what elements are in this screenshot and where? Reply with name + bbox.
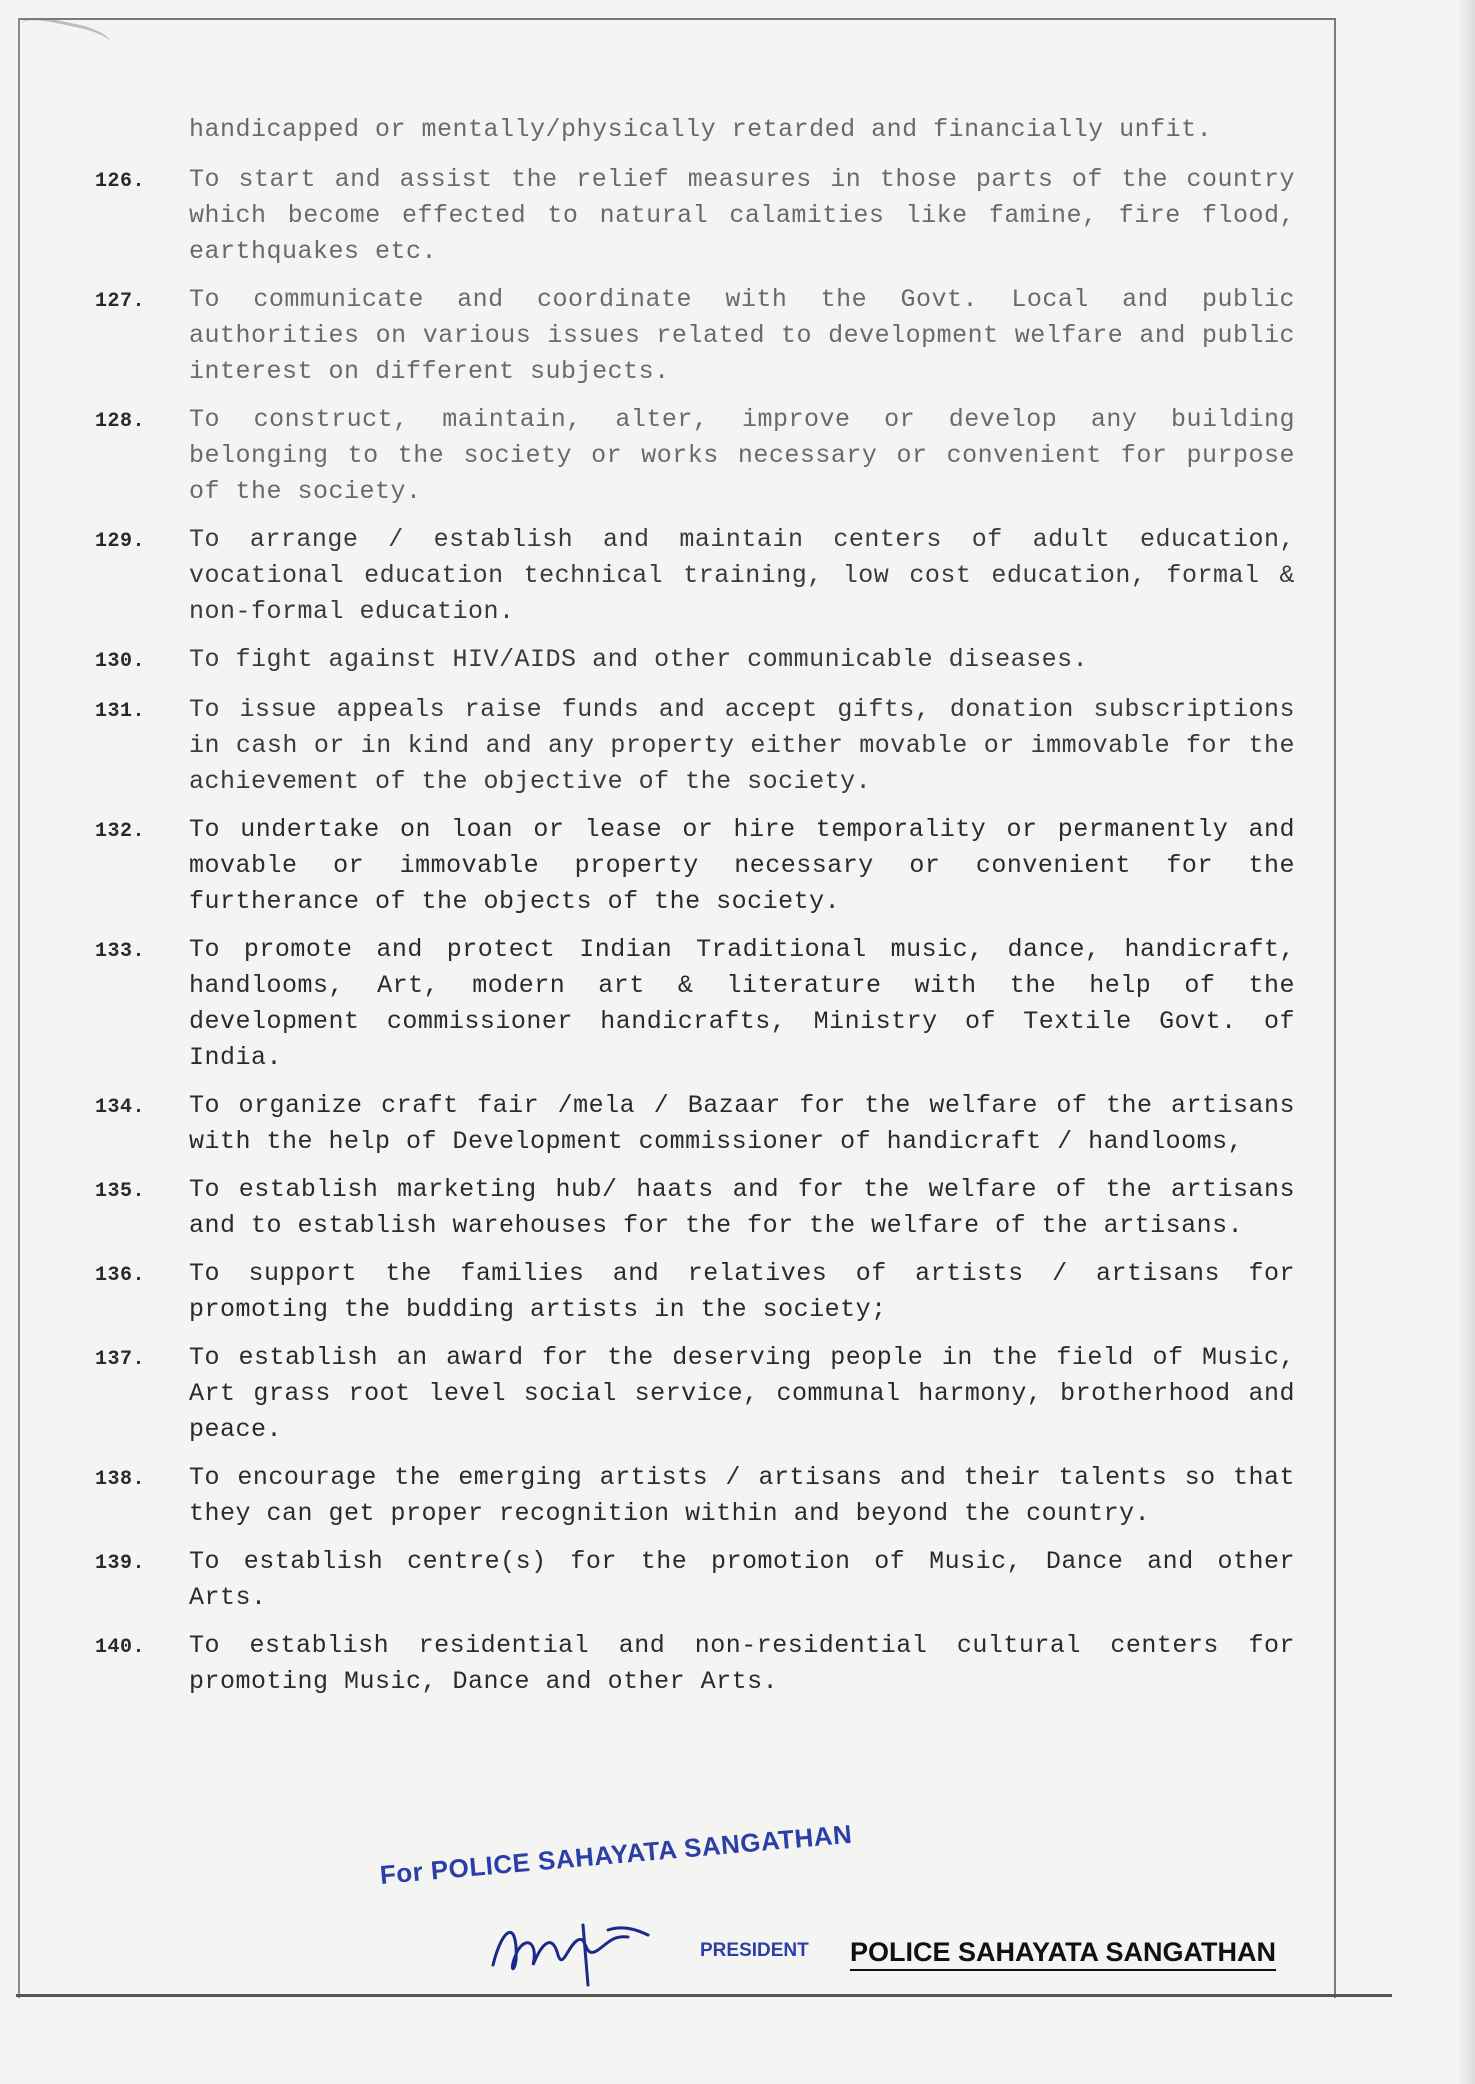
page-edge-shadow bbox=[1457, 0, 1475, 2084]
item-text: To promote and protect Indian Traditional music, dance, handicraft, handlooms, Art, modern art & literature with the help of the development commissioner handicrafts, Ministry of Textile Govt. of India. bbox=[189, 935, 1295, 1072]
list-item-129 bbox=[95, 522, 1295, 630]
item-text: To establish centre(s) for the promotion of Music, Dance and other Arts. bbox=[189, 1547, 1295, 1612]
list-item-138 bbox=[95, 1460, 1295, 1532]
list-item-140 bbox=[95, 1628, 1295, 1700]
item-text: To fight against HIV/AIDS and other communicable diseases. bbox=[189, 645, 1089, 674]
item-text: To support the families and relatives of artists / artisans for promoting the budding artists in the society; bbox=[189, 1259, 1295, 1324]
list-item-135 bbox=[95, 1172, 1295, 1244]
list-item-136 bbox=[95, 1256, 1295, 1328]
item-text: To communicate and coordinate with the Govt. Local and public authorities on various issues related to development welfare and public interest on different subjects. bbox=[189, 285, 1295, 386]
list-item-132 bbox=[95, 812, 1295, 920]
list-item-137 bbox=[95, 1340, 1295, 1448]
president-label: PRESIDENT bbox=[700, 1940, 809, 1961]
item-number: 132. bbox=[95, 820, 146, 843]
item-number: 129. bbox=[95, 530, 146, 553]
continuation-text: handicapped or mentally/physically retarded and financially unfit. bbox=[189, 115, 1213, 144]
item-text: To arrange / establish and maintain centers of adult education, vocational education technical training, low cost education, formal & non-formal education. bbox=[189, 525, 1295, 626]
item-text: To construct, maintain, alter, improve or develop any building belonging to the society or works necessary or convenient for purpose of the society. bbox=[189, 405, 1295, 506]
list-item-126 bbox=[95, 162, 1295, 270]
list-item-133 bbox=[95, 932, 1295, 1076]
item-number: 130. bbox=[95, 650, 146, 673]
item-number: 126. bbox=[95, 170, 146, 193]
item-number: 136. bbox=[95, 1264, 146, 1287]
item-text: To establish residential and non-residential cultural centers for promoting Music, Dance and other Arts. bbox=[189, 1631, 1295, 1696]
item-text: To encourage the emerging artists / artisans and their talents so that they can get proper recognition within and beyond the country. bbox=[189, 1463, 1295, 1528]
item-number: 128. bbox=[95, 410, 146, 433]
item-number: 138. bbox=[95, 1468, 146, 1491]
item-number: 133. bbox=[95, 940, 146, 963]
list-item-127 bbox=[95, 282, 1295, 390]
item-number: 131. bbox=[95, 700, 146, 723]
item-number: 135. bbox=[95, 1180, 146, 1203]
item-text: To establish an award for the deserving people in the field of Music, Art grass root level social service, communal harmony, brotherhood and peace. bbox=[189, 1343, 1295, 1444]
list-item-131 bbox=[95, 692, 1295, 800]
item-text: To establish marketing hub/ haats and for the welfare of the artisans and to establish warehouses for the for the welfare of the artisans. bbox=[189, 1175, 1295, 1240]
item-text: To organize craft fair /mela / Bazaar for the welfare of the artisans with the help of Development commissioner of handicraft / handlooms, bbox=[189, 1091, 1295, 1156]
item-text: To undertake on loan or lease or hire temporality or permanently and movable or immovable property necessary or convenient for the furtherance of the objects of the society. bbox=[189, 815, 1295, 916]
list-item-130 bbox=[95, 642, 1295, 680]
item-number: 134. bbox=[95, 1096, 146, 1119]
item-number: 127. bbox=[95, 290, 146, 313]
item-number: 140. bbox=[95, 1636, 146, 1659]
document-body bbox=[95, 112, 1295, 1712]
item-number: 137. bbox=[95, 1348, 146, 1371]
stamp-for-line: For POLICE SAHAYATA SANGATHAN bbox=[378, 1818, 854, 1890]
list-item-139 bbox=[95, 1544, 1295, 1616]
list-item-128 bbox=[95, 402, 1295, 510]
item-text: To issue appeals raise funds and accept gifts, donation subscriptions in cash or in kind and any property either movable or immovable for the achievement of the objective of the society. bbox=[189, 695, 1295, 796]
bottom-rule bbox=[16, 1994, 1392, 1997]
list-item-134 bbox=[95, 1088, 1295, 1160]
organization-name: POLICE SAHAYATA SANGATHAN bbox=[850, 1937, 1276, 1971]
item-text: To start and assist the relief measures in those parts of the country which become effected to natural calamities like famine, fire flood, earthquakes etc. bbox=[189, 165, 1295, 266]
item-number: 139. bbox=[95, 1552, 146, 1575]
signature bbox=[488, 1905, 658, 1995]
